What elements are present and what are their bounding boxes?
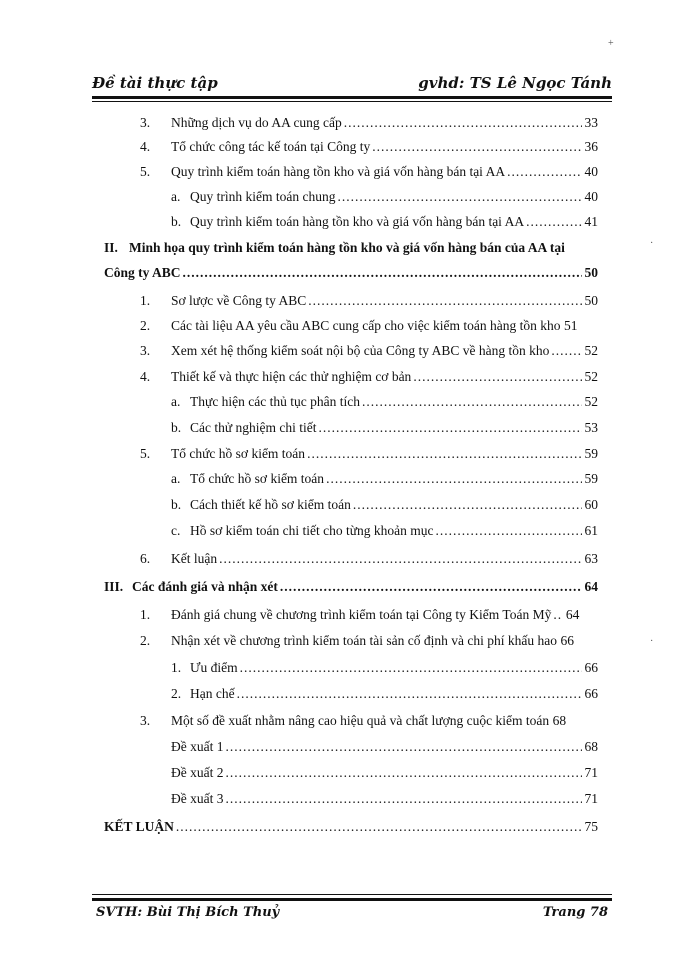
page-footer (96, 905, 608, 927)
header-rule-thick (92, 96, 612, 99)
toc-entry-title: Đề xuất 1 (171, 739, 224, 754)
toc-entry-title: Đề xuất 3 (171, 791, 224, 806)
toc-entry-page: 71 (584, 765, 598, 780)
toc-entry-number: 5. (140, 164, 151, 179)
toc-entry-page: 66 (584, 660, 598, 675)
toc-entry-title: Các tài liệu AA yêu cầu ABC cung cấp cho việc kiểm toán hàng tồn kho (171, 318, 561, 333)
toc-entry-title: Hạn chế (190, 686, 235, 701)
toc-entry-title: Sơ lược về Công ty ABC (171, 293, 307, 308)
toc-entry-title: Nhận xét về chương trình kiểm toán tài sản cố định và chi phí khấu hao (171, 633, 557, 648)
toc-entry-page: 68 (552, 713, 567, 728)
toc-entry-page: 64 (584, 579, 598, 594)
toc-leader-dots (183, 264, 582, 282)
header-title: Đề tài thực tập (92, 74, 218, 92)
toc-entry-title: Kết luận (171, 551, 218, 566)
toc-entry-title: Một số đề xuất nhằm nâng cao hiệu quả và chất lượng cuộc kiểm toán (171, 713, 550, 728)
toc-entry (140, 628, 598, 650)
toc-entry (171, 681, 598, 703)
toc-leader-dots (551, 342, 582, 360)
toc-entry-number: III. (104, 579, 124, 594)
toc-entry-page: 50 (584, 265, 598, 280)
toc-leader-dots (176, 818, 582, 836)
toc-leader-dots (308, 292, 582, 310)
toc-section-heading (104, 235, 598, 257)
toc-entry (140, 313, 598, 335)
toc-leader-dots (362, 393, 582, 411)
toc-entry-title: Các thử nghiệm chi tiết (190, 420, 317, 435)
toc-entry-number: c. (171, 523, 181, 538)
toc-entry-number: 3. (140, 343, 151, 358)
toc-leader-dots (326, 470, 582, 488)
toc-entry (171, 492, 598, 514)
toc-entry (140, 159, 598, 181)
toc-entry-page: 36 (584, 139, 598, 154)
toc-entry-number: 3. (140, 713, 151, 728)
toc-entry-number: a. (171, 394, 181, 409)
toc-entry-page: 60 (584, 497, 598, 512)
toc-entry (171, 415, 598, 437)
toc-entry (140, 134, 598, 156)
toc-leader-dots (280, 578, 582, 596)
scan-speck: + (608, 38, 614, 49)
toc-leader-dots (225, 764, 582, 782)
toc-entry-title: Tổ chức hồ sơ kiểm toán (190, 471, 325, 486)
toc-entry-number: b. (171, 420, 182, 435)
toc-entry-page: 68 (584, 739, 598, 754)
toc-entry-number: b. (171, 214, 182, 229)
toc-entry-title: Cách thiết kế hồ sơ kiểm toán (190, 497, 351, 512)
toc-entry-title: Thực hiện các thủ tục phân tích (190, 394, 361, 409)
toc-entry-page: 66 (584, 686, 598, 701)
toc-entry-number: 6. (140, 551, 151, 566)
toc-entry-number: 3. (140, 115, 151, 130)
toc-entry (140, 602, 598, 624)
toc-entry-title: KẾT LUẬN (104, 819, 174, 834)
toc-entry-page: 50 (584, 293, 598, 308)
toc-entry-title: Quy trình kiểm toán hàng tồn kho và giá vốn hàng bán tại AA (171, 164, 506, 179)
toc-entry-number: II. (104, 240, 118, 255)
toc-entry-title: Công ty ABC (104, 265, 181, 280)
toc-entry (171, 518, 598, 540)
toc-entry-page: 51 (564, 318, 578, 333)
toc-entry-number: 5. (140, 446, 151, 461)
toc-leader-dots (436, 522, 582, 540)
toc-entry-title: Thiết kế và thực hiện các thử nghiệm cơ bản (171, 369, 412, 384)
toc-leader-dots (307, 445, 582, 463)
footer-page-number: Trang 78 (542, 905, 608, 920)
toc-entry-number: a. (171, 471, 181, 486)
toc-entry-number: 1. (171, 660, 182, 675)
toc-entry-page: 64 (565, 607, 580, 622)
toc-entry (171, 466, 598, 488)
toc-leader-dots (337, 188, 582, 206)
toc-leader-dots (225, 790, 582, 808)
toc-entry (140, 708, 598, 730)
toc-leader-dots (319, 419, 582, 437)
toc-entry-title: Các đánh giá và nhận xét (132, 579, 278, 594)
toc-entry (171, 760, 598, 782)
toc-leader-dots (372, 138, 582, 156)
toc-entry-page: 40 (584, 164, 598, 179)
toc-entry-page: 66 (560, 633, 574, 648)
toc-entry-title: Tổ chức hồ sơ kiểm toán (171, 446, 306, 461)
scan-speck: · (650, 238, 654, 249)
toc-leader-dots (344, 114, 582, 132)
toc-leader-dots (553, 606, 563, 624)
toc-entry-title: Quy trình kiểm toán chung (190, 189, 336, 204)
toc-entry (171, 734, 598, 756)
toc-entry-title: Quy trình kiểm toán hàng tồn kho và giá vốn hàng bán tại AA (190, 214, 525, 229)
footer-author: SVTH: Bùi Thị Bích Thuỷ (96, 905, 280, 920)
footer-rule-thin (92, 894, 612, 895)
toc-entry (104, 260, 598, 282)
toc-entry-title: Tổ chức công tác kế toán tại Công ty (171, 139, 371, 154)
toc-entry-page: 33 (584, 115, 598, 130)
toc-entry (140, 110, 598, 132)
toc-entry-page: 63 (584, 551, 598, 566)
toc-entry-title: Đánh giá chung về chương trình kiểm toán tại Công ty Kiểm Toán Mỹ (171, 607, 552, 622)
toc-entry (104, 574, 598, 596)
toc-entry-number: 1. (140, 607, 151, 622)
toc-entry-page: 52 (584, 369, 598, 384)
toc-entry-page: 75 (584, 819, 598, 834)
toc-entry-number: 1. (140, 293, 151, 308)
toc-entry-page: 59 (584, 446, 598, 461)
toc-entry-title: Xem xét hệ thống kiểm soát nội bộ của Công ty ABC về hàng tồn kho (171, 343, 550, 358)
header-advisor: gvhd: TS Lê Ngọc Tánh (418, 74, 612, 92)
toc-leader-dots (413, 368, 582, 386)
toc-entry (171, 786, 598, 808)
toc-entry-number: a. (171, 189, 181, 204)
toc-entry (171, 184, 598, 206)
toc-entry-number: 2. (140, 633, 151, 648)
scan-speck: · (650, 636, 654, 647)
toc-entry-title: Ưu điểm (190, 660, 238, 675)
toc-entry-number: 4. (140, 139, 151, 154)
toc-leader-dots (237, 685, 582, 703)
toc-entry-page: 52 (584, 343, 598, 358)
toc-entry-page: 71 (584, 791, 598, 806)
toc-entry-number: b. (171, 497, 182, 512)
toc-entry-title: Đề xuất 2 (171, 765, 224, 780)
toc-entry (104, 814, 598, 836)
toc-entry-title: Những dịch vụ do AA cung cấp (171, 115, 342, 130)
toc-leader-dots (225, 738, 582, 756)
toc-leader-dots (507, 163, 582, 181)
toc-entry-page: 59 (584, 471, 598, 486)
toc-entry-number: 4. (140, 369, 151, 384)
toc-leader-dots (353, 496, 582, 514)
toc-entry-page: 40 (584, 189, 598, 204)
toc-entry-page: 53 (584, 420, 598, 435)
toc-entry (171, 655, 598, 677)
toc-entry (140, 338, 598, 360)
toc-entry-page: 41 (584, 214, 598, 229)
toc-entry (140, 546, 598, 568)
toc-entry (140, 288, 598, 310)
toc-entry-page: 61 (584, 523, 598, 538)
toc-leader-dots (240, 659, 582, 677)
toc-leader-dots (526, 213, 582, 231)
header-rule-thin (92, 101, 612, 102)
toc-entry-title: Hồ sơ kiểm toán chi tiết cho từng khoản mục (190, 523, 434, 538)
footer-rule-thick (92, 898, 612, 901)
toc-leader-dots (219, 550, 582, 568)
toc-entry (140, 441, 598, 463)
toc-entry (140, 364, 598, 386)
toc-entry (171, 209, 598, 231)
toc-entry-page: 52 (584, 394, 598, 409)
toc-entry-number: 2. (171, 686, 182, 701)
toc-entry-number: 2. (140, 318, 151, 333)
toc-entry-title: Minh họa quy trình kiểm toán hàng tồn kho và giá vốn hàng bán của AA tại (129, 240, 565, 255)
toc-entry (171, 389, 598, 411)
